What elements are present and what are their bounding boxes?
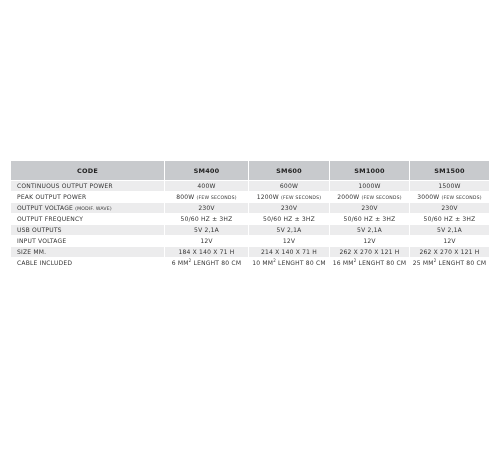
cell-value: 262 X 270 X 121 H: [330, 247, 409, 257]
cell-part: LENGHT 80 CM: [275, 259, 326, 267]
cell-note: (FEW SECONDS): [441, 195, 482, 201]
table-row: [11, 181, 489, 191]
row-label: PEAK OUTPUT POWER: [11, 192, 164, 202]
cell-part: 6 MM: [171, 259, 189, 267]
row-label: USB OUTPUTS: [11, 225, 164, 235]
row-label: OUTPUT FREQUENCY: [11, 214, 164, 224]
cell-value: 230V: [249, 203, 329, 213]
table-row: [11, 214, 489, 224]
cell-note: (FEW SECONDS): [281, 195, 322, 201]
cell-main: 800W: [176, 193, 195, 201]
cell-value: [330, 258, 409, 268]
table-row: [11, 225, 489, 235]
row-label: CONTINUOUS OUTPUT POWER: [11, 181, 164, 191]
header-model-sm600: SM600: [249, 161, 329, 180]
cell-value: 230V: [165, 203, 248, 213]
cell-part: 16 MM: [332, 259, 354, 267]
cell-part: 10 MM: [252, 259, 274, 267]
cell-value: 50/60 HZ ± 3HZ: [165, 214, 248, 224]
table-row: [11, 258, 489, 268]
cell-part: LENGHT 80 CM: [436, 259, 487, 267]
row-label: CABLE INCLUDED: [11, 258, 164, 268]
row-label-main: OUTPUT VOLTAGE: [17, 204, 74, 212]
cell-part: LENGHT 80 CM: [356, 259, 407, 267]
table-row: [11, 247, 489, 257]
row-label: [11, 203, 164, 213]
cell-part: LENGHT 80 CM: [191, 259, 242, 267]
cell-value: 50/60 HZ ± 3HZ: [410, 214, 489, 224]
cell-value: 600W: [249, 181, 329, 191]
cell-value: 50/60 HZ ± 3HZ: [249, 214, 329, 224]
table-row: [11, 203, 489, 213]
cell-value: 12V: [410, 236, 489, 246]
row-label-note: (MODIF. WAVE): [75, 206, 112, 212]
cell-value: [410, 258, 489, 268]
cell-value: [249, 192, 329, 202]
cell-value: [249, 258, 329, 268]
cell-value: 230V: [410, 203, 489, 213]
header-row: [11, 161, 489, 180]
cell-note: (FEW SECONDS): [196, 195, 237, 201]
cell-value: 5V 2,1A: [410, 225, 489, 235]
cell-value: 12V: [249, 236, 329, 246]
cell-value: 12V: [330, 236, 409, 246]
cell-sup: 2: [433, 257, 437, 263]
header-model-sm1500: SM1500: [410, 161, 489, 180]
header-model-sm1000: SM1000: [330, 161, 409, 180]
cell-value: 1000W: [330, 181, 409, 191]
header-code: CODE: [11, 161, 164, 180]
header-model-sm400: SM400: [165, 161, 248, 180]
cell-sup: 2: [353, 257, 357, 263]
cell-value: 400W: [165, 181, 248, 191]
cell-sup: 2: [188, 257, 192, 263]
cell-value: 50/60 HZ ± 3HZ: [330, 214, 409, 224]
cell-value: 5V 2,1A: [165, 225, 248, 235]
cell-value: 230V: [330, 203, 409, 213]
cell-sup: 2: [273, 257, 276, 263]
cell-note: (FEW SECONDS): [361, 195, 402, 201]
cell-value: 12V: [165, 236, 248, 246]
cell-main: 3000W: [417, 193, 440, 201]
row-label: INPUT VOLTAGE: [11, 236, 164, 246]
spec-table: [10, 160, 490, 269]
cell-main: 2000W: [337, 193, 360, 201]
cell-value: [330, 192, 409, 202]
cell-value: [165, 192, 248, 202]
cell-value: [410, 192, 489, 202]
cell-value: 214 X 140 X 71 H: [249, 247, 329, 257]
cell-value: 5V 2,1A: [330, 225, 409, 235]
cell-value: [165, 258, 248, 268]
cell-part: 25 MM: [412, 259, 434, 267]
table-row: [11, 192, 489, 202]
table-row: [11, 236, 489, 246]
cell-value: 184 X 140 X 71 H: [165, 247, 248, 257]
row-label: SIZE MM.: [11, 247, 164, 257]
cell-value: 262 X 270 X 121 H: [410, 247, 489, 257]
cell-value: 1500W: [410, 181, 489, 191]
cell-value: 5V 2,1A: [249, 225, 329, 235]
cell-main: 1200W: [256, 193, 279, 201]
